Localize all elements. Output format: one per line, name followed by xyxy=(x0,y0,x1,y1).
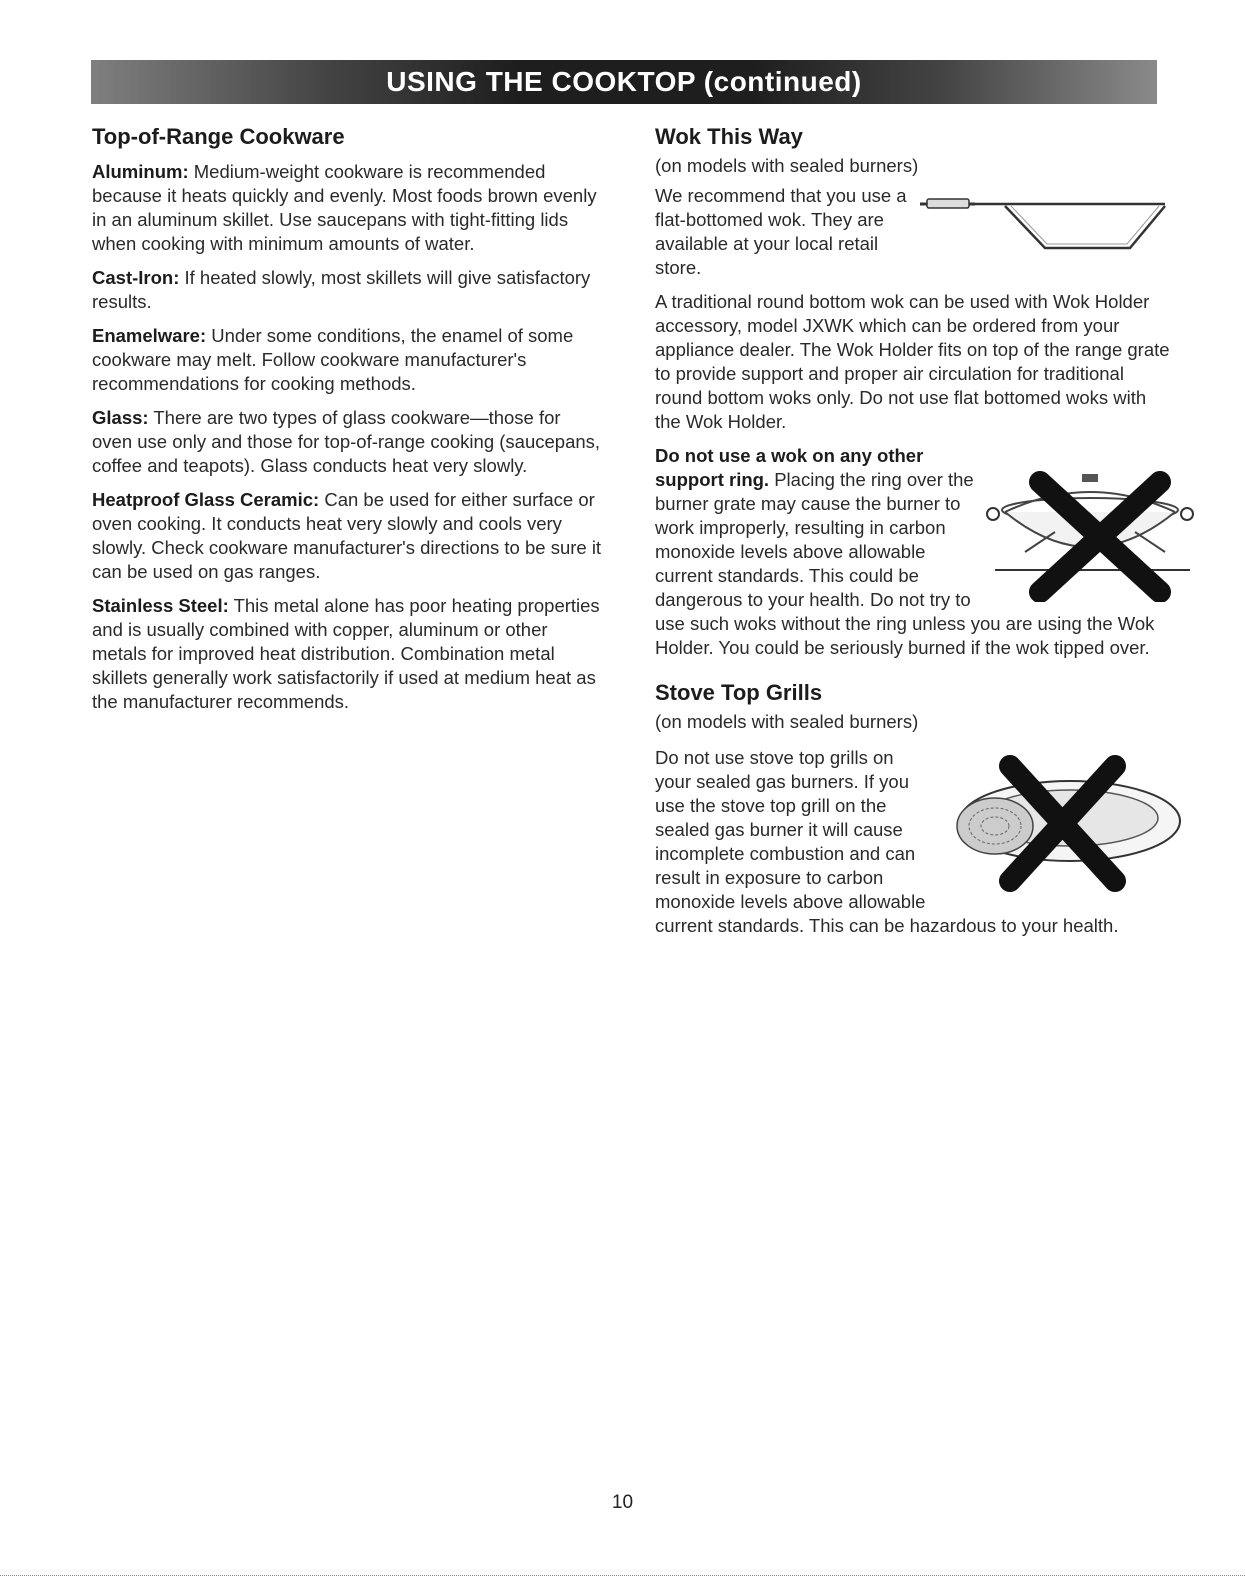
right-column xyxy=(655,124,1175,948)
page-number: 10 xyxy=(611,1492,634,1513)
enamelware-term: Enamelware: xyxy=(92,325,207,346)
bottom-rule xyxy=(0,1575,1245,1576)
glass-ceramic-term: Heatproof Glass Ceramic: xyxy=(92,489,320,510)
grills-paragraph: Do not use stove top grills on your sealed gas burners. If you use the stove top grill on the sealed gas burner it will cause incomplete combustion and can result in exposure to carbon monoxide levels above allowable current standards. This can be hazardous to your health. xyxy=(655,747,1119,936)
cast-iron-term: Cast-Iron: xyxy=(92,267,180,288)
section-banner xyxy=(91,60,1157,104)
glass-paragraph xyxy=(92,406,602,478)
wok-holder-paragraph: A traditional round bottom wok can be used with Wok Holder accessory, model JXWK which can be ordered from your appliance dealer. The Wok Holder fits on top of the range grate to provide support and proper air circulation for traditional round bottom woks only. Do not use flat bottomed woks with the Wok Holder. xyxy=(655,291,1170,432)
cookware-heading: Top-of-Range Cookware xyxy=(92,124,345,149)
left-column xyxy=(92,124,602,724)
aluminum-paragraph xyxy=(92,160,602,256)
cast-iron-text: If heated slowly, most skillets will give satisfactory results. xyxy=(92,267,591,312)
grills-subheading: (on models with sealed burners) xyxy=(655,711,919,732)
stove-top-grill-crossed-illustration xyxy=(940,746,1185,896)
wok-subheading: (on models with sealed burners) xyxy=(655,155,919,176)
glass-ceramic-paragraph xyxy=(92,488,602,584)
glass-ceramic-text: Can be used for either surface or oven cooking. It conducts heat very slowly and cools very slowly. Check cookware manufacturer's directions to be sure it can be used on gas ranges. xyxy=(92,489,602,582)
flat-bottom-wok-illustration xyxy=(915,190,1175,260)
aluminum-term: Aluminum: xyxy=(92,161,189,182)
aluminum-text: Medium-weight cookware is recommended because it heats quickly and evenly. Most foods brown evenly in an aluminum skillet. Use saucepans with tight-fitting lids when cooking with minimum amounts of water. xyxy=(92,161,597,254)
wok-on-ring-crossed-illustration xyxy=(985,452,1195,602)
grills-heading: Stove Top Grills xyxy=(655,680,823,705)
wok-warning-text: Placing the ring over the burner grate may cause the burner to work improperly, resulting in carbon monoxide levels above allowable current standards. This could be dangerous to your health. Do not try to use such woks without the ring unless you are using the Wok Holder. You could be seriously burned if the wok tipped over. xyxy=(655,469,1155,658)
glass-text: There are two types of glass cookware—those for oven use only and those for top-of-range cooking (saucepans, coffee and teapots). Glass conducts heat very slowly. xyxy=(92,407,601,476)
enamelware-text: Under some conditions, the enamel of some cookware may melt. Follow cookware manufacturer's recommendations for cooking methods. xyxy=(92,325,574,394)
glass-term: Glass: xyxy=(92,407,149,428)
cast-iron-paragraph xyxy=(92,266,602,314)
wok-warning-bold: Do not use a wok on any other support ring. xyxy=(655,445,924,490)
stainless-paragraph xyxy=(92,594,602,714)
wok-recommendation: We recommend that you use a flat-bottomed wok. They are available at your local retail store. xyxy=(655,185,907,278)
stainless-text: This metal alone has poor heating properties and is usually combined with copper, aluminum or other metals for improved heat distribution. Combination metal skillets generally work satisfactorily if used at medium heat as the manufacturer recommends. xyxy=(92,595,600,712)
wok-heading: Wok This Way xyxy=(655,124,803,149)
enamelware-paragraph xyxy=(92,324,602,396)
banner-title: USING THE COOKTOP (continued) xyxy=(386,66,862,97)
stainless-term: Stainless Steel: xyxy=(92,595,229,616)
